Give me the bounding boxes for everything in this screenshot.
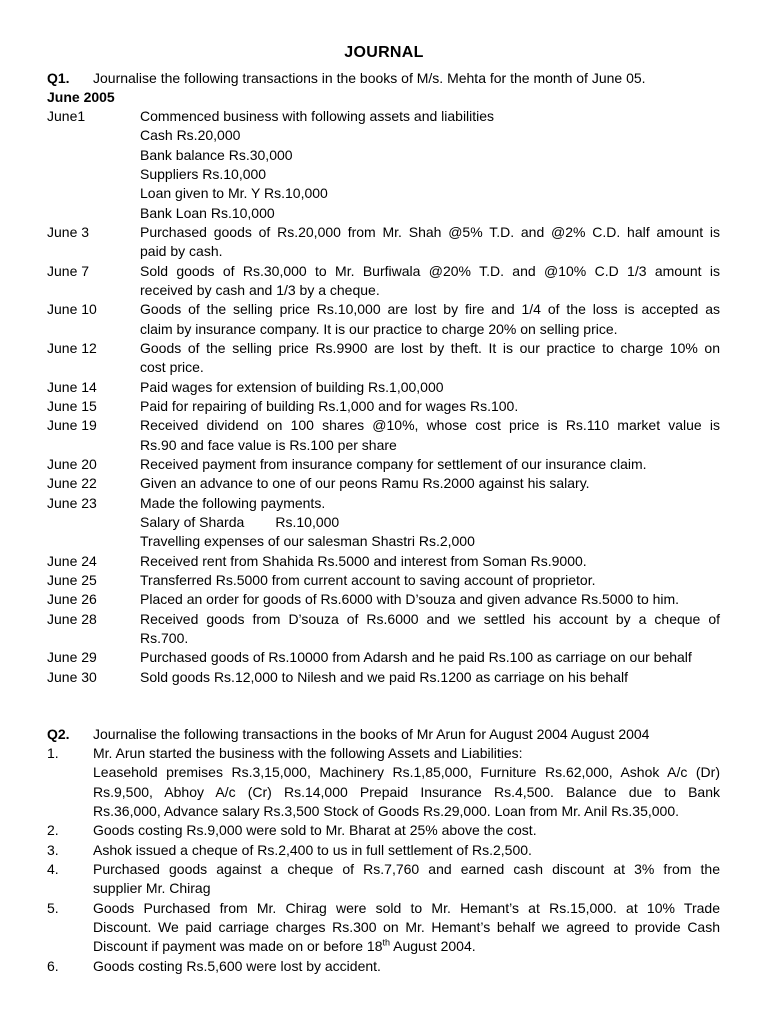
entry-text: Travelling expenses of our salesman Shastri Rs.2,000 [140,533,475,549]
item-number: 3. [47,842,59,858]
q1-instruction: Journalise the following transactions in the books of M/s. Mehta for the month of June 05. [93,70,646,86]
item-text: Mr. Arun started the business with the following Assets and Liabilities: [93,745,523,761]
item-text: supplier Mr. Chirag [93,880,211,896]
q1-label: Q1. [47,70,70,86]
page-title: JOURNAL [344,44,424,61]
item-number: 5. [47,900,59,916]
entry-text: cost price. [140,359,204,375]
entry-text: Given an advance to one of our peons Ramu Rs.2000 against his salary. [140,475,590,491]
item-text: Discount if payment was made on or before 18 [93,938,383,954]
entry-date: June 15 [47,398,97,414]
q2-instruction: Journalise the following transactions in the books of Mr Arun for August 2004 August 2004 [93,726,650,742]
entry-date: June 19 [47,417,97,433]
entry-date: June 30 [47,669,97,685]
entry-text: Goods of the selling price Rs.10,000 are lost by fire and 1/4 of the loss is accepted as [140,301,720,317]
item-text: Goods costing Rs.5,600 were lost by accident. [93,958,381,974]
entry-text: Bank balance Rs.30,000 [140,147,293,163]
entry-text: claim by insurance company. It is our practice to charge 20% on selling price. [140,321,618,337]
entry-date: June 12 [47,340,97,356]
entry-date: June 14 [47,379,97,395]
entry-text: Sold goods of Rs.30,000 to Mr. Burfiwala @20% T.D. and @10% C.D 1/3 amount is [140,263,720,279]
entry-text: Placed an order for goods of Rs.6000 with D’souza and given advance Rs.5000 to him. [140,591,680,607]
item-number: 6. [47,958,59,974]
entry-date: June 7 [47,263,90,279]
item-text: Purchased goods against a cheque of Rs.7,760 and earned cash discount at 3% from the [93,861,720,877]
entry-text: Received rent from Shahida Rs.5000 and interest from Soman Rs.9000. [140,553,587,569]
entry-text: Paid wages for extension of building Rs.1,00,000 [140,379,444,395]
entry-date: June 3 [47,224,90,240]
entry-text: Sold goods Rs.12,000 to Nilesh and we paid Rs.1200 as carriage on his behalf [140,669,628,685]
entry-date: June 29 [47,649,97,665]
entry-text: Made the following payments. [140,495,326,511]
item-text-last-line [93,937,476,956]
entry-text: Rs.700. [140,630,189,646]
entry-text: Loan given to Mr. Y Rs.10,000 [140,185,328,201]
entry-date: June 23 [47,495,97,511]
entry-text: Paid for repairing of building Rs.1,000 and for wages Rs.100. [140,398,519,414]
entry-text: Received goods from D’souza of Rs.6000 and we settled his account by a cheque of [140,611,720,627]
item-text: Leasehold premises Rs.3,15,000, Machinery Rs.1,85,000, Furniture Rs.62,000, Ashok A/c (Dr) [93,764,720,780]
item-text: Ashok issued a cheque of Rs.2,400 to us in full settlement of Rs.2,500. [93,842,532,858]
item-text: Goods Purchased from Mr. Chirag were sold to Mr. Hemant’s at Rs.15,000. at 10% Trade [93,900,720,916]
q1-month-heading: June 2005 [47,89,115,105]
item-text: Rs.36,000, Advance salary Rs.3,500 Stock of Goods Rs.29,000. Loan from Mr. Anil Rs.35,000. [93,803,679,819]
item-text: Discount. We paid carriage charges Rs.300 on Mr. Hemant’s behalf we agreed to provide Cash [93,919,720,935]
entry-date: June 25 [47,572,97,588]
entry-date: June 10 [47,301,97,317]
ordinal-suffix: th [382,937,391,948]
entry-text: Salary of Sharda Rs.10,000 [140,514,340,530]
entry-date: June 22 [47,475,97,491]
item-number: 2. [47,822,59,838]
item-text: August 2004. [390,938,476,954]
entry-text: Received payment from insurance company for settlement of our insurance claim. [140,456,647,472]
entry-date: June 26 [47,591,97,607]
item-text: Goods costing Rs.9,000 were sold to Mr. Bharat at 25% above the cost. [93,822,537,838]
item-number: 4. [47,861,59,877]
entry-text: Goods of the selling price Rs.9900 are lost by theft. It is our practice to charge 10% on [140,340,720,356]
entry-text: Commenced business with following assets and liabilities [140,108,495,124]
entry-text: Purchased goods of Rs.20,000 from Mr. Shah @5% T.D. and @2% C.D. half amount is [140,224,720,240]
item-text: Rs.9,500, Abhoy A/c (Cr) Rs.14,000 Prepaid Insurance Rs.4,500. Balance due to Bank [93,784,720,800]
entry-text: paid by cash. [140,243,223,259]
entry-text: Transferred Rs.5000 from current account to saving account of proprietor. [140,572,596,588]
entry-text: Cash Rs.20,000 [140,127,241,143]
entry-date: June1 [47,108,86,124]
entry-text: received by cash and 1/3 by a cheque. [140,282,380,298]
entry-text: Suppliers Rs.10,000 [140,166,267,182]
entry-text: Received dividend on 100 shares @10%, whose cost price is Rs.110 market value is [140,417,720,433]
entry-date: June 28 [47,611,97,627]
item-number: 1. [47,745,59,761]
q2-label: Q2. [47,726,70,742]
entry-text: Rs.90 and face value is Rs.100 per share [140,437,397,453]
entry-text: Purchased goods of Rs.10000 from Adarsh and he paid Rs.100 as carriage on our behalf [140,649,692,665]
entry-text: Bank Loan Rs.10,000 [140,205,275,221]
entry-date: June 24 [47,553,97,569]
entry-date: June 20 [47,456,97,472]
